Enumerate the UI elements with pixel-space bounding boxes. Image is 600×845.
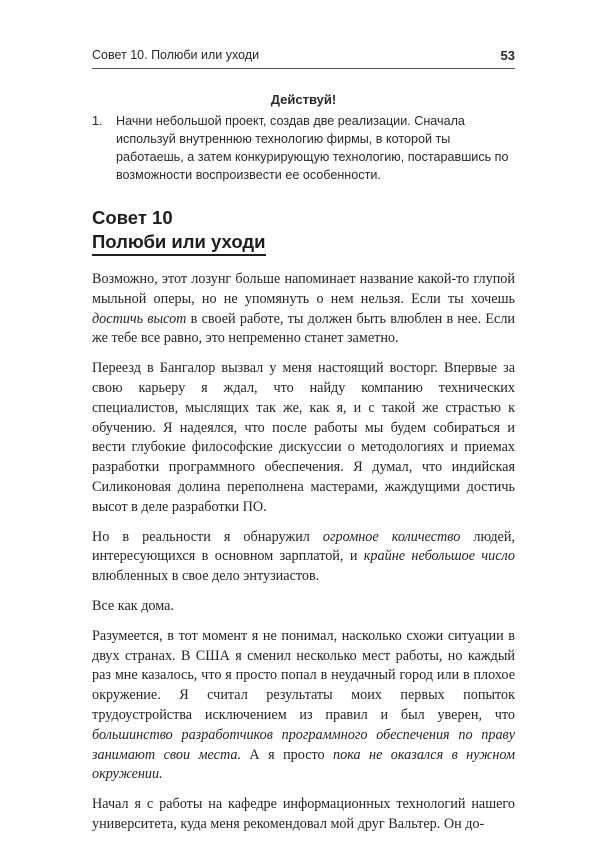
emphasis: достичь высот <box>92 310 187 327</box>
body-text <box>92 270 515 845</box>
paragraph <box>92 270 515 349</box>
emphasis: пока не оказался в нужном окружении. <box>92 746 516 783</box>
text-run: людей, интересующихся в основном зарплатой, и <box>92 528 515 565</box>
action-list <box>92 112 515 184</box>
page-number: 53 <box>500 48 515 63</box>
paragraph: Начал я с работы на кафедре информационных технологий нашего университета, куда меня рекомендовал мой друг Вальтер. Он до- <box>92 796 515 832</box>
tip-number: Совет 10 <box>92 207 173 228</box>
emphasis: огромное количество <box>322 528 461 545</box>
action-item-text: Начни небольшой проект, создав две реализации. Сначала используй внутреннюю технологию фирмы, в которой ты работаешь, а затем конкурирующую технологию, постаравшись по возможности воспроизвести ее особенности. <box>116 114 509 182</box>
page-header <box>92 48 515 68</box>
action-item-number: 1. <box>92 114 103 128</box>
text-run: Разумеется, в тот момент я не понимал, насколько схожи ситуации в двух странах. В США я сменил несколько мест работы, но каждый раз мне казалось, что я просто попал в неудачный город или в плохое окружение. Я считал результаты моих первых попыток трудоустройства исключением из правил и был уверен, что <box>92 627 515 723</box>
text-run: влюбленных в свое дело энтузиастов. <box>92 568 320 585</box>
paragraph: Все как дома. <box>92 597 174 614</box>
tip-title: Полюби или уходи <box>92 231 266 256</box>
action-item <box>92 112 515 184</box>
emphasis: большинство разработчиков программного обеспечения по праву занимают свои места. <box>92 726 515 763</box>
header-rule <box>92 68 515 69</box>
text-run: Но в реальности я обнаружил <box>92 528 323 545</box>
emphasis: крайне небольшое число <box>363 548 515 565</box>
text-run: Возможно, этот лозунг больше напоминает название какой-то глупой мыльной оперы, но не упомянуть о нем нельзя. Если ты хочешь <box>92 271 515 307</box>
paragraph <box>92 528 515 587</box>
text-run: в своей работе, ты должен быть влюблен в нее. Если же тебе все равно, это непременно станет заметно. <box>92 310 515 347</box>
paragraph: Переезд в Бангалор вызвал у меня настоящий восторг. Впервые за свою карьеру я ждал, что найду компанию технических специалистов, мыслящих так же, как я, и с такой же страстью к обучению. Я надеялся, что после работы мы будем собираться и вести глубокие философские дискуссии о методологиях и приемах разработки программного обеспечения. Я думал, что индийская Силиконовая долина переполнена мастерами, жаждущими достичь высот в деле разработки ПО. <box>92 360 515 515</box>
text-run: А я просто <box>241 746 334 763</box>
action-heading: Действуй! <box>270 92 337 107</box>
running-title: Совет 10. Полюби или уходи <box>92 48 260 62</box>
paragraph <box>92 627 515 785</box>
